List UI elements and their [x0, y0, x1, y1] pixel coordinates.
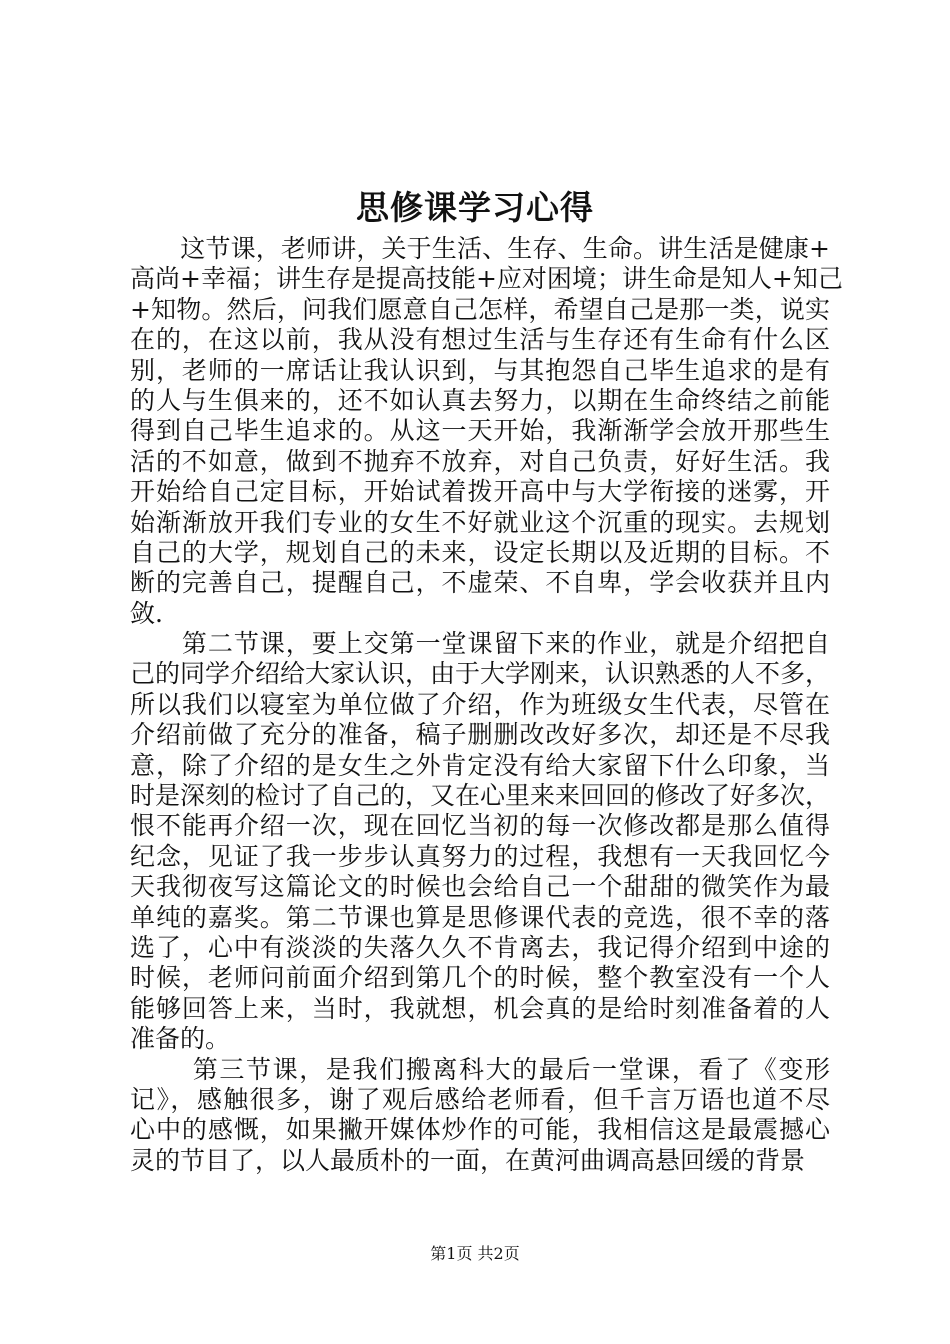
text-line: 所以我们以寝室为单位做了介绍，作为班级女生代表，尽管在 [130, 689, 830, 719]
text-line: 选了，心中有淡淡的失落久久不肯离去，我记得介绍到中途的 [130, 932, 830, 962]
paragraph [130, 1055, 830, 1177]
text-line: 断的完善自己，提醒自己，不虚荣、不自卑，学会收获并且内 [130, 568, 830, 598]
text-line: 己的同学介绍给大家认识，由于大学刚来，认识熟悉的人不多， [130, 659, 831, 689]
text-line: 在的，在这以前，我从没有想过生活与生存还有生命有什么区 [130, 325, 830, 355]
text-line: 自己的大学，规划自己的未来，设定长期以及近期的目标。不 [130, 537, 830, 567]
document-title: 思修课学习心得 [356, 188, 594, 227]
paragraph [130, 629, 830, 1054]
text-line: 灵的节目了，以人最质朴的一面，在黄河曲调高悬回缓的背景 [130, 1145, 806, 1175]
text-line: 时是深刻的检讨了自己的，又在心里来来回回的修改了好多次， [130, 781, 831, 811]
text-line: 敛. [130, 598, 163, 628]
text-line: 能够回答上来，当时，我就想，机会真的是给时刻准备着的人 [130, 993, 830, 1023]
page-footer: 第1页 共2页 [430, 1244, 520, 1263]
document-body [130, 234, 843, 1176]
text-line: 介绍前做了充分的准备，稿子删删改改好多次，却还是不尽我 [130, 720, 830, 750]
text-line: 记》，感触很多，谢了观后感给老师看，但千言万语也道不尽 [130, 1084, 830, 1114]
text-line: +知物。然后，问我们愿意自己怎样，希望自己是那一类，说实 [130, 294, 830, 324]
paragraph [130, 234, 843, 629]
text-line: 纪念，见证了我一步步认真努力的过程，我想有一天我回忆今 [130, 841, 830, 871]
text-line: 第三节课，是我们搬离科大的最后一堂课，看了《变形 [130, 1054, 830, 1084]
text-line: 意，除了介绍的是女生之外肯定没有给大家留下什么印象，当 [130, 750, 830, 780]
text-line: 开始给自己定目标，开始试着拨开高中与大学衔接的迷雾，开 [130, 477, 830, 507]
text-line: 恨不能再介绍一次，现在回忆当初的每一次修改都是那么值得 [130, 811, 830, 841]
text-line: 准备的。 [130, 1024, 231, 1054]
text-line: 别，老师的一席话让我认识到，与其抱怨自己毕生追求的是有 [130, 355, 830, 385]
text-line: 心中的感慨，如果撇开媒体炒作的可能，我相信这是最震撼心 [130, 1115, 830, 1145]
text-line: 的人与生俱来的，还不如认真去努力，以期在生命终结之前能 [130, 385, 830, 415]
text-line: 得到自己毕生追求的。从这一天开始，我渐渐学会放开那些生 [130, 416, 830, 446]
text-line: 始渐渐放开我们专业的女生不好就业这个沉重的现实。去规划 [130, 507, 830, 537]
text-line: 时候，老师问前面介绍到第几个的时候，整个教室没有一个人 [130, 963, 830, 993]
text-line: 高尚+幸福；讲生存是提高技能+应对困境；讲生命是知人+知己 [130, 264, 843, 294]
text-line: 活的不如意，做到不抛弃不放弃，对自己负责，好好生活。我 [130, 446, 830, 476]
text-line: 第二节课，要上交第一堂课留下来的作业，就是介绍把自 [130, 629, 830, 659]
text-line: 天我彻夜写这篇论文的时候也会给自己一个甜甜的微笑作为最 [130, 872, 830, 902]
text-line: 这节课，老师讲，关于生活、生存、生命。讲生活是健康+ [130, 234, 830, 263]
text-line: 单纯的嘉奖。第二节课也算是思修课代表的竞选，很不幸的落 [130, 902, 830, 932]
